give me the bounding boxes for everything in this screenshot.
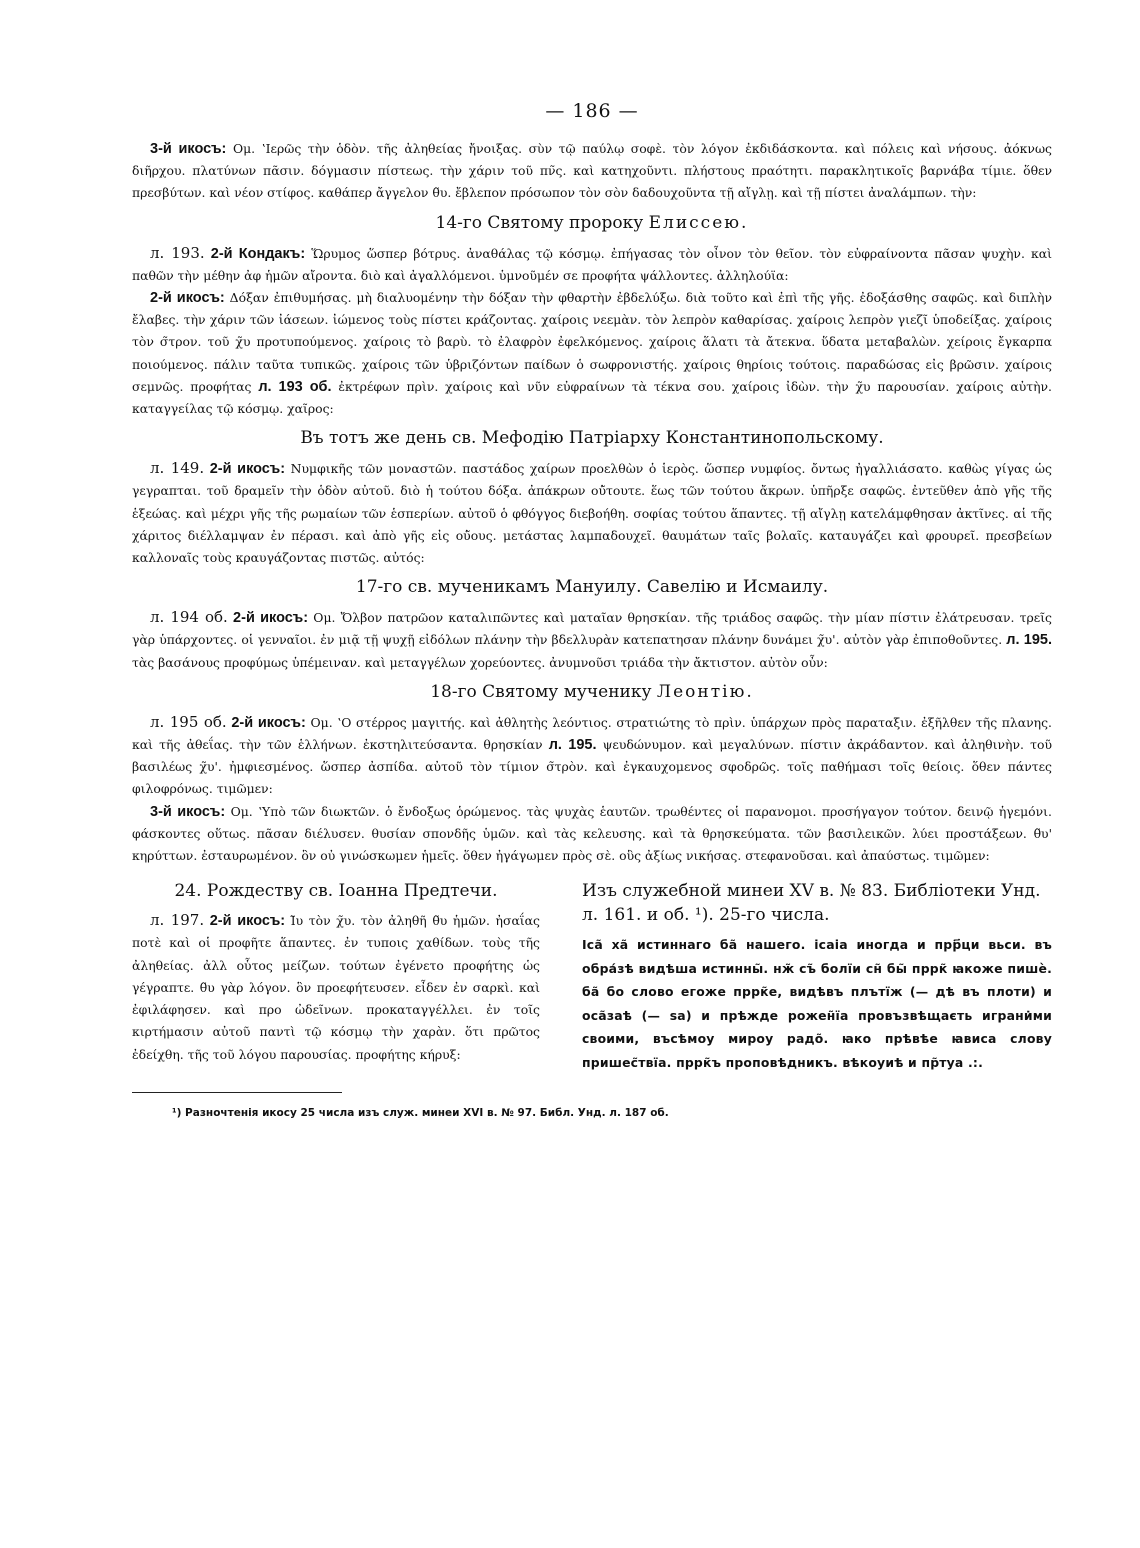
ikos-2-195-paragraph xyxy=(132,711,1052,801)
left-column xyxy=(132,879,540,1092)
heading-manuel: 17-го св. мученикамъ Мануилу. Савелію и Исмаилу. xyxy=(355,577,829,598)
folio-ref: л. 149. xyxy=(150,459,205,478)
folio-ref: л. 195 об. xyxy=(150,712,227,731)
greek-text: Ὥρυμος ὥσπερ βότρυς. ἀναθάλας τῷ κόσμῳ. ἐπήγασας τὸν οἶνον τὸν θεῖον. τὸν εὐφραίνοντα πᾶσαν ψυχὴν. καὶ παθῶν τὴν μέθην ἀφ ἡμῶν αἴροντα. διὸ καὶ ἀγαλλόμενοι. ὑμνοῦμέν σε προφήτα ψάλλοντες. ἀλληλούϊα: xyxy=(132,245,1052,283)
greek-text: Ομ. ʽΟ στέρρος μαγιτής. καὶ ἀθλητὴς λεόντιος. στρατιώτης τὸ πρὶν. ὑπάρχων πρὸς παραταξιν. ἐξῆλθεν τῆς πλανης. καὶ τῆς ἀθεΐας. τὴν τῶν ἑλλήνων. ἐκστηλιτεύσαντα. θρησκίαν xyxy=(132,714,1052,753)
heading-nativity-john: 24. Рождеству св. Іоанна Предтечи. xyxy=(174,881,498,902)
ikos-label: 3-й икосъ: xyxy=(150,803,226,820)
greek-text-continued: ἐκτρέφων πρὶν. χαίροις καὶ νῦν εὐφραίνων τὰ τέκνα σου. χαίροις ἰδὼν. τὴν χ̃υ παρουσίαν. χαίροις αὐτὴν. καταγγείλας τῷ κόσμῳ. χαῖρος: xyxy=(132,378,1052,417)
right-column xyxy=(582,879,1052,1092)
heading-text: 18-го Святому мученику xyxy=(430,681,657,702)
ikos-label: 2-й икосъ: xyxy=(209,461,286,478)
ikos-2-149-paragraph xyxy=(132,457,1052,569)
ikos-label: 2-й икосъ: xyxy=(231,714,306,731)
ikos-2-197-paragraph xyxy=(132,909,540,1065)
folio-ref-inline: л. 193 об. xyxy=(258,378,332,395)
heading-elisha xyxy=(132,213,1052,233)
heading-spaced-name: Елиссею. xyxy=(648,212,749,233)
greek-text: Ομ. ʽΥπὸ τῶν διωκτῶν. ὁ ἔνδοξως ὁρώμενος. τὰς ψυχὰς ἑαυτῶν. τρωθέντες οἱ παρανομοι. προσήγαγον τούτον. δεινῷ ἡγεμόνι. φάσκοντες οὕτως. πᾶσαν διέλυσεν. θυσίαν σπονδῆς ὑμῶν. καὶ τὰς κελευσης. καὶ τὰ θρησκεύματα. τῶν βασιλεικῶν. λύει προστάξεων. θ̃υ' κηρύττων. ἐσταυρωμένον. ὃν οὐ γινώσκωμεν ἡμεῖς. ὅθεν ἠγάγωμεν πρὸς σὲ. οὓς ἀξίως νικήσας. στεφανοῦσαι. καὶ ἀπαύστως. τιμῶμεν: xyxy=(132,803,1052,864)
greek-text: Ομ. Ὄλβον πατρῶον καταλιπῶντες καὶ ματαῖαν θρησκίαν. τῆς τριάδος σαφῶς. τὴν μίαν πίστιν ἐλάτρευσαν. τρεῖς γὰρ ὑπάρχοντες. οἱ γενναῖοι. ἐν μιᾷ τῇ ψυχῇ εἰδόλων πλάνην τὴν βδελλυρὰν κατεπατησαν πλάνην δυνάμει χ̃υ'. αὐτὸν γὰρ ἐπιποθοῦντες. xyxy=(132,610,1052,648)
heading-methodius: Въ тотъ же день св. Мефодію Патріарху Константинопольскому. xyxy=(300,428,884,449)
footnote: ¹) Разночтенія икосу 25 числа изъ служ. минеи XVI в. № 97. Библ. Унд. л. 187 об. xyxy=(172,1106,669,1119)
kondak-193-paragraph xyxy=(132,242,1052,287)
heading-spaced-name: Леонтію. xyxy=(656,681,754,702)
greek-text: Ι̃υ τὸν χ̃υ. τὸν ἀληθῆ θ̃υ ἡμῶν. ἠσαΐας ποτὲ καὶ οἱ προφῆτε ἅπαντες. ἐν τυποις χαθίδων. τοὺς τῆς ἀληθείας. ἀλλ οὗτος μείζων. τούτων ἐγένετο προφήτης ὡς γέγραπτε. θ̃υ γὰρ λόγον. ὃν προεφήτευσεν. εἶδεν ἐν σαρκὶ. καὶ ἐφιλάφησεν. καὶ προ ὠδεῖνων. προκαταγγέλλει. ἐν τοῖς κιρτήμασιν αὐτοῦ παντὶ τῷ κόσμῳ τὴν χαρὰν. ὅτι πρῶτος ἐδείχθη. τῆς τοῦ λόγου παρουσίας. προφήτης κήρυξ: xyxy=(132,913,540,1062)
folio-ref: л. 193. xyxy=(150,243,205,262)
footnote-divider xyxy=(132,1092,342,1093)
ikos-2-194-paragraph xyxy=(132,606,1052,674)
ikos-2-193-paragraph xyxy=(132,287,1052,420)
folio-ref: л. 194 об. xyxy=(150,608,228,627)
folio-ref-inline: л. 195. xyxy=(548,737,597,754)
greek-text: Δόξαν ἐπιθυμήσας. μὴ διαλυομένην τὴν δόξαν τὴν φθαρτὴν ἐβδελύξω. διὰ τοῦτο καὶ ἐπὶ τῆς γῆς. ἐδοξάσθης σαφῶς. καὶ διπλὴν ἔλαβες. τὴν χάριν τῶν ἰάσεων. ἰώμενος τοὺς πίστει κράζοντας. χαίροις νεεμὰν. τὸν λεπρὸν καθαρίσας. χαίροις λεπρὸν γιεζῖ ὑποδείξας. χαίροις τὸν σ̃τρον. τοῦ χ̃υ προτυπούμενος. χαίροις τὸ βαρὺ. τὸ ἐλαφρὸν ἐφελκόμενος. χαίροις ἅλατι τὰ ἄτεκνα. ὕδατα μεταβαλὼν. χείροις ἔγκαρπα ποιούμενος. πάλιν ταῦτα τυπικῶς. χαίροις τῶν ὑβριζόντων παίδων ὁ σωφρονιστής. χαίροις θηρίοις τούτοις. παραδώσας εἰς βρῶσιν. χαίροις σεμνῶς. προφήτας xyxy=(132,290,1052,394)
ikos-label: 2-й икосъ: xyxy=(233,610,309,627)
two-column-section xyxy=(132,879,1052,1092)
church-slavonic-text: Іса̃ ха̃ истиннаго ба̃ нашего. ісаіа иногда и прр҃ци вьси. въ обра́зѣ видѣша истинны̃. нж̃ съ̃ болїи сн̃ бы̃ пррк̃ ꙗкоже пишѐ. ба̃ бо слово егоже пррк̃е, видѣвъ плътїж (— дѣ въ плоти) и оса̃заѣ (— ѕа) и прѣжде рожен̃їа провъзвѣщаєть играни̇ми своими, въсѣмоу мироу радо̃. ꙗко прѣвѣе ꙗвиса слову пришес̃твїа. пррк̃ъ проповѣдникъ. вѣкоуиѣ и пр̃туа .:. xyxy=(582,937,1052,1070)
ikos-label: 2-й икосъ: xyxy=(209,913,286,930)
folio-ref: л. 197. xyxy=(150,911,205,930)
heading-menaion-source: Изъ служебной минеи XV в. № 83. Библіотеки Унд. л. 161. и об. ¹). 25-го числа. xyxy=(582,881,1041,926)
document-page xyxy=(132,100,1052,1119)
heading-leontius xyxy=(132,682,1052,702)
ikos-label: 2-й икосъ: xyxy=(150,290,225,307)
heading-text: 14-го Святому пророку xyxy=(435,212,649,233)
ikos-3-paragraph-a xyxy=(132,138,1052,205)
greek-text-continued: ψευδώνυμον. καὶ μεγαλύνων. πίστιν ἀκράδαντον. καὶ ἀληθινὴν. τοῦ βασιλέως χ̃υ'. ἠμφιεσμένος. ὥσπερ ἀσπίδα. αὐτοῦ τὸν τίμιον σ̃τρὸν. καὶ ἐγκαυχομενος σφοδρῶς. τοῖς παθήμασι τοῖς θείοις. ὅθεν πάντες φιλοφρόνως. τιμῶμεν: xyxy=(132,737,1052,797)
ikos-3-paragraph-b xyxy=(132,801,1052,868)
ikos-label: 3-й икосъ: xyxy=(150,141,227,157)
folio-ref-inline: л. 195. xyxy=(1006,632,1052,649)
kondak-label: 2-й Кондакъ: xyxy=(210,245,306,262)
greek-text-continued: τὰς βασάνους προφύμως ὑπέμειναν. καὶ μεταγγέλων χορεύοντες. ἀνυμνοῦσι τριάδα τὴν ἄκτιστον. αὐτὸν οὖν: xyxy=(132,654,828,670)
greek-text: Νυμφικῆς τῶν μοναστῶν. παστάδος χαίρων προελθὼν ὁ ἱερὸς. ὥσπερ νυμφίος. ὄντως ἠγαλλιάσατο. καθὼς γίγας ὡς γεγραπται. τοῦ δραμεῖν τὴν ὁδὸν αὐτοῦ. διὸ ἡ τούτου δόξα. ἀπάκρων οὐ̃τουτε. ἕως τῶν τούτου ἄκρων. ὑπῆρξε σαφῶς. ἐντεῦθεν ἀπὸ γῆς τῆς ἑξεώας. καὶ μέχρι γῆς τῆς ρωμαίων τῶν ἑσπερίων. αὐτοῦ ὁ φθόγγος διεβοήθη. σοφίας τούτου ἅπαντες. τῇ αἴγλῃ κατελάμφθησαν ἀκτῖνες. αἱ τῆς χάριτος διέλλαμψαν ἐν πέρασι. καὶ ἀπὸ γῆς εἰς οὐ̃ους. μετάστας λαμπαδουχεῖ. θαυμάτων ταῖς βολαῖς. καταυγάζει καὶ φρουρεῖ. πρεσβείων καλλοναῖς τοὺς κραυγάζοντας πιστῶς. αὐτός: xyxy=(132,461,1052,566)
greek-text: Ομ. ʽΙερῶς τὴν ὁδὸν. τῆς ἀληθείας ἤνοιξας. σὺν τῷ παύλῳ σοφὲ. τὸν λόγον ἐκδιδάσκοντα. καὶ πόλεις καὶ νήσους. ἀόκνως διῆρχου. πλατύνων πᾶσιν. δόγμασιν πίστεως. τὴν χάριν τοῦ πν̃ς. καὶ κατηχοῦντι. πλήστους πραότητι. παρακλητικοῖς βαρνάβα τίμιε. ὅθεν πρεσβύτων. καὶ νέον στίφος. καθάπερ ἄγγελον θ̃υ. ἔβλεπον πρόσωπον τὸν σὸν δαδουχοῦντα τῇ αἴγλῃ. καὶ τῇ πίστει ἀναλάμπων. τὴν: xyxy=(132,141,1052,201)
page-number: — 186 — xyxy=(545,100,639,122)
